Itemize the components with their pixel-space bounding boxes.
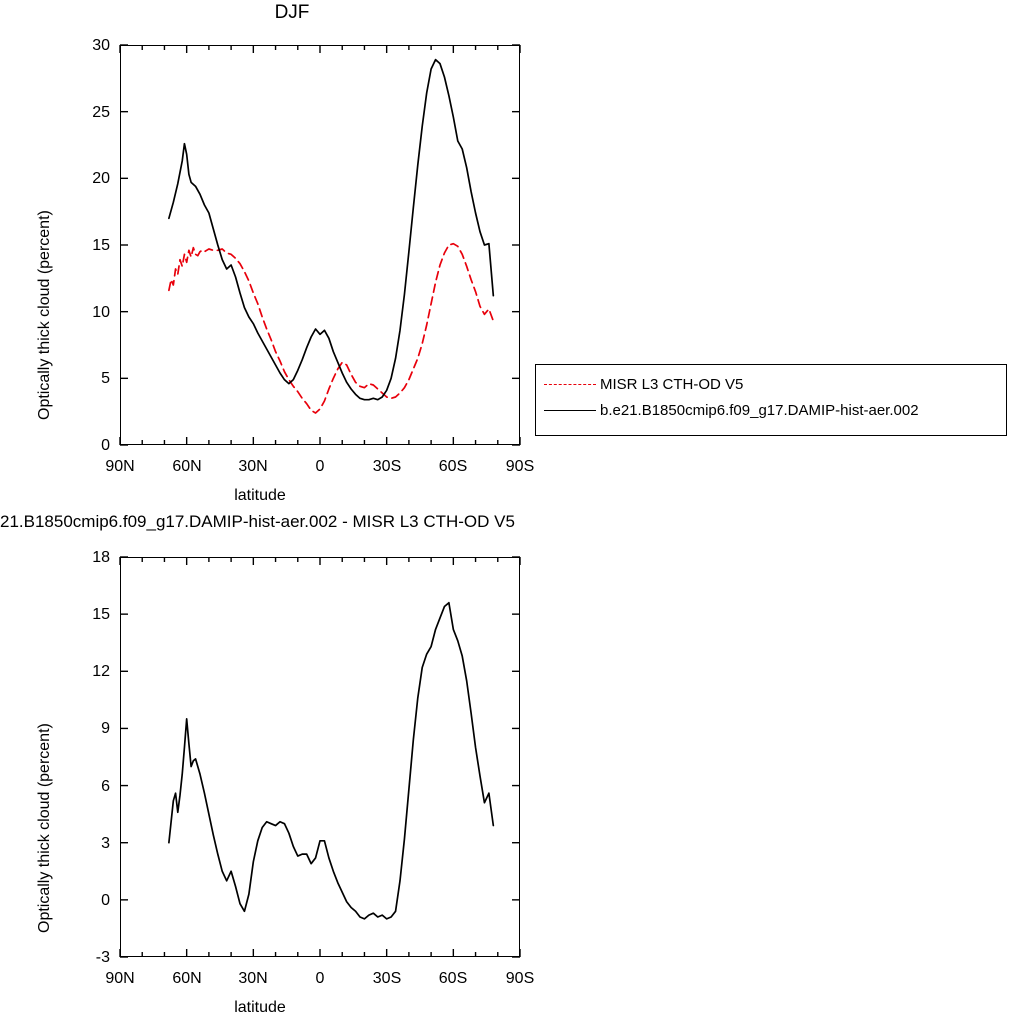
- x2-tick-60s: 60S: [438, 970, 468, 987]
- x2-tick-0: 0: [315, 970, 325, 987]
- x2-tick-90n: 90N: [105, 970, 135, 987]
- chart-legend: [535, 364, 1007, 436]
- x-axis-label-top: latitude: [234, 487, 286, 504]
- y-tick-5: 5: [101, 370, 110, 387]
- difference-title: 21.B1850cmip6.f09_g17.DAMIP-hist-aer.002 - MISR L3 CTH-OD V5: [0, 512, 515, 531]
- y-tick-15: 15: [92, 237, 110, 254]
- y-tick-0: 0: [101, 437, 110, 454]
- y-tick-20: 20: [92, 170, 110, 187]
- x-tick-30n: 30N: [238, 458, 268, 475]
- x2-tick-30n: 30N: [238, 970, 268, 987]
- y2-tick-18: 18: [92, 549, 110, 566]
- y-tick-25: 25: [92, 104, 110, 121]
- y2-tick-3: 3: [101, 835, 110, 852]
- x-tick-60n: 60N: [172, 458, 202, 475]
- x2-tick-30s: 30S: [372, 970, 402, 987]
- y-axis-label-top: Optically thick cloud (percent): [36, 210, 53, 420]
- legend-item-0: [544, 371, 998, 397]
- y-axis-label-bottom: Optically thick cloud (percent): [36, 723, 53, 933]
- y2-tick-9: 9: [101, 720, 110, 737]
- x-tick-0: 0: [315, 458, 325, 475]
- x-axis-label-bottom: latitude: [234, 999, 286, 1016]
- legend-item-1: [544, 397, 998, 423]
- legend-label-0: MISR L3 CTH-OD V5: [600, 375, 744, 393]
- page-title: DJF: [274, 2, 310, 23]
- y2-tick-12: 12: [92, 663, 110, 680]
- x2-tick-60n: 60N: [172, 970, 202, 987]
- legend-label-1: b.e21.B1850cmip6.f09_g17.DAMIP-hist-aer.002: [600, 401, 919, 419]
- y2-tick--3: -3: [95, 949, 110, 966]
- x-tick-60s: 60S: [438, 458, 468, 475]
- chart-panel-djf: [0, 0, 1024, 504]
- legend-swatch-solid-icon: [544, 410, 596, 411]
- y-tick-30: 30: [92, 37, 110, 54]
- x-tick-90s: 90S: [505, 458, 535, 475]
- x-tick-90n: 90N: [105, 458, 135, 475]
- x-tick-30s: 30S: [372, 458, 402, 475]
- x2-tick-90s: 90S: [505, 970, 535, 987]
- y2-tick-0: 0: [101, 892, 110, 909]
- legend-swatch-dashed-icon: [544, 384, 596, 385]
- y2-tick-15: 15: [92, 606, 110, 623]
- chart-panel-difference: [0, 505, 1024, 1024]
- chart-curves-difference: [0, 505, 1024, 1024]
- y-tick-10: 10: [92, 304, 110, 321]
- y2-tick-6: 6: [101, 778, 110, 795]
